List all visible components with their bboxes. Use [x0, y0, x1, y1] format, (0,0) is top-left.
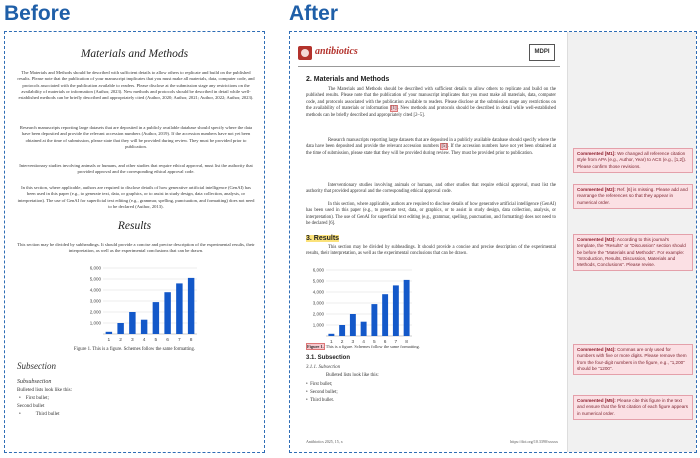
after-figure-caption	[306, 344, 420, 349]
ref-5-marker[interactable]: [5]	[441, 144, 447, 150]
comment-m5[interactable]	[573, 395, 693, 420]
before-chart-bar	[153, 302, 159, 334]
before-list-intro: Bulleted lists look like this:	[17, 388, 72, 393]
after-chart-bar	[328, 334, 334, 336]
before-subsection: Subsection	[17, 361, 56, 371]
before-chart-bar	[106, 332, 112, 334]
before-bullet-3: • Third bullet	[19, 412, 60, 417]
journal-name: antibiotics	[315, 46, 358, 57]
before-figure-caption: Figure 1. This is a figure. Schemes follow the same formatting.	[73, 347, 196, 352]
comment-m4-tag: Commented [M4]:	[577, 347, 616, 352]
before-para-3: Interventionary studies involving animals or humans, and other studies that require ethical approval, must list the authority that provided approval and the corresponding ethical approval code.	[19, 163, 253, 175]
before-chart-ytick-label: 6,000	[89, 265, 101, 271]
before-chart-xtick-label: 2	[119, 338, 122, 343]
before-bullet-3-text: Third bullet	[35, 412, 60, 417]
before-subsubsection: Subsubsection	[17, 379, 52, 385]
after-chart-bar	[371, 304, 377, 336]
before-results-para: This section may be divided by subheadings. It should provide a concise and precise description of the experimental results, their interpretation, as well as the experimental conclusions that can be drawn.	[17, 242, 255, 254]
after-list-intro: Bulleted lists look like this:	[326, 373, 379, 378]
footer-citation: Antibiotics 2025, 15, x	[306, 439, 343, 444]
after-label: After	[289, 2, 339, 25]
figure-1-label[interactable]: Figure 1.	[307, 344, 324, 349]
comment-m5-text: Please cite this figure in the text and ensure that the first citation of each figure appears in numerical order.	[577, 398, 689, 416]
journal-logo-icon	[298, 46, 312, 60]
after-chart-ytick-label: 3,000	[312, 300, 324, 306]
before-chart-xtick-label: 1	[107, 338, 111, 343]
before-chart-bar	[176, 283, 182, 334]
after-bullet-2: • Second bullet;	[306, 390, 338, 395]
before-bullet-2: Second bullet	[17, 404, 45, 409]
after-para-2	[306, 138, 556, 157]
before-chart-xtick-label: 8	[189, 338, 193, 343]
section-results-text: 3. Results	[306, 235, 340, 242]
after-chart-ytick-label: 6,000	[312, 267, 324, 273]
footer-doi: https://doi.org/10.3390/xxxxx	[510, 439, 558, 444]
comment-m1-tag: Commented [M1]:	[577, 151, 616, 156]
comment-m2-tag: Commented [M2]:	[577, 187, 616, 192]
after-para-4: In this section, where applicable, authors are required to disclose details of how generative artificial intelligence (GenAI) has been used in this paper (e.g., to generate text, data, or graphics, or to assist in study design, data collection, analysis, or interpretation). The use of GenAI for superficial text editing (e.g., grammar, spelling, punctuation, and formatting) does not need to be declared [6].	[306, 202, 556, 227]
header-rule	[298, 66, 560, 67]
before-chart-xtick-label: 4	[142, 338, 146, 343]
after-page	[289, 31, 697, 453]
after-subsection: 3.1. Subsection	[306, 355, 351, 361]
before-results-title: Results	[117, 220, 152, 232]
after-para-1	[306, 87, 556, 119]
comment-m2[interactable]	[573, 184, 693, 209]
comment-m3-tag: Commented [M3]:	[577, 237, 616, 242]
before-chart-ytick-label: 2,000	[89, 309, 101, 315]
before-chart-xtick-label: 5	[154, 338, 158, 343]
after-chart-ytick-label: 2,000	[312, 311, 324, 317]
before-para-1: The Materials and Methods should be described with sufficient details to allow others to replicate and build on the published results. Please note that the publication of your manuscript implicates that you must make all materials, data, computer code, and protocols associated with the publication available to readers. Please disclose at the submission stage any restrictions on the availability of materials or information (Author, 2023). New methods and protocols should be described in detail while well-established methods can be briefly described and appropriately cited (Author, 2020; Author, 2021; Author, 2022; Author, 2023).	[17, 70, 255, 101]
comment-m3-text: According to this journal's template, the “Results” or “Discussion” section should be before the “Materials and Methods”. For example: “Introduction, Results, Discussion, Materials and Methods, Conclusions”. Please revise.	[577, 237, 686, 268]
after-bullet-3: • Third bullet.	[306, 398, 335, 403]
comment-m1[interactable]	[573, 148, 693, 173]
before-label: Before	[4, 2, 71, 25]
before-bullet-1-text: First bullet;	[25, 396, 49, 401]
after-chart-xtick-label: 7	[394, 340, 398, 345]
after-bar-chart	[304, 266, 416, 346]
before-chart-xtick-label: 6	[166, 338, 169, 343]
before-bullet-1: • First bullet;	[19, 396, 49, 401]
after-bullet-1: • First bullet;	[306, 382, 333, 387]
before-chart-bar	[164, 292, 170, 334]
comment-m3[interactable]	[573, 234, 693, 271]
after-chart-xtick-label: 5	[373, 340, 376, 345]
comment-m4-text: Commas are only used for numbers with five or more digits. Please remove them from the four-digit numbers in the figure, e.g., “1,200” should be “1200”.	[577, 347, 687, 371]
after-chart-bar	[350, 314, 356, 336]
after-chart-bar	[339, 325, 345, 336]
after-bullet-2-text: Second bullet;	[310, 390, 338, 395]
figure-1-caption-text: This is a figure. Schemes follow the same formatting.	[324, 344, 420, 349]
after-chart-bar	[404, 280, 410, 336]
after-chart-ytick-label: 5,000	[312, 278, 324, 284]
after-para-3: Interventionary studies involving animals or humans, and other studies that require ethical approval, must list the authority that provided approval and the corresponding ethical approval code.	[306, 183, 556, 195]
comment-m4[interactable]	[573, 344, 693, 375]
after-chart-ytick-label: 1,000	[312, 322, 324, 328]
after-bullet-3-text: Third bullet.	[310, 398, 335, 403]
after-document	[290, 32, 567, 452]
before-title: Materials and Methods	[80, 48, 189, 60]
before-chart-bar	[141, 320, 147, 334]
publisher-logo: MDPI	[529, 44, 555, 61]
before-bar-chart	[81, 264, 201, 344]
before-page	[4, 31, 265, 453]
after-subsubsection: 3.1.1. Subsection	[306, 365, 341, 370]
after-chart-xtick-label: 4	[362, 340, 365, 345]
before-chart-ytick-label: 3,000	[89, 298, 101, 304]
before-chart-xtick-label: 7	[178, 338, 181, 343]
after-chart-bar	[393, 285, 399, 336]
before-chart-ytick-label: 1,000	[89, 320, 101, 326]
after-chart-bar	[382, 294, 388, 336]
before-chart-bar	[188, 278, 194, 334]
after-chart-xtick-label: 1	[330, 340, 333, 345]
section-results	[306, 235, 339, 242]
before-para-4: In this section, where applicable, authors are required to disclose details of how generative artificial intelligence (GenAI) has been used in this paper (e.g., to generate text, data, or graphics, or to assist in study design, data collection, analysis, or interpretation). The use of GenAI for superficial text editing (e.g., grammar, spelling, punctuation, and formatting) does not need to be declared (Author, 2013).	[17, 185, 255, 209]
after-chart-xtick-label: 8	[405, 340, 408, 345]
after-para-1-a: The Materials and Methods should be described with sufficient details to allow others to replicate and build on the published results. Please note that the publication of your manuscript implicates that you must make all materials, data, computer code, and protocols associated with the publication available to readers. Please disclose at the submission stage any restrictions on the availability of materials or information	[306, 87, 556, 112]
comment-m5-tag: Commented [M5]:	[577, 398, 616, 403]
before-chart-ytick-label: 5,000	[89, 276, 101, 282]
before-chart-bar	[129, 312, 135, 334]
comment-m1-text: We changed all reference citation style from APA (e.g., Author, Year) to ACS (e.g., [1,2]). Please confirm those revisions.	[577, 151, 687, 169]
after-chart-ytick-label: 4,000	[312, 289, 324, 295]
after-bullet-1-text: First bullet;	[310, 382, 333, 387]
after-chart-bar	[361, 322, 367, 336]
comment-m2-text: Ref. [6] is missing. Please add and rearrange the references so that they appear in numerical order.	[577, 187, 688, 205]
after-chart-xtick-label: 6	[383, 340, 387, 345]
after-results-para: This section may be divided by subheadings. It should provide a concise and precise description of the experimental results, their interpretation, as well as the experimental conclusions that can be drawn.	[306, 245, 556, 257]
after-para-2-b: . If the accession numbers have not yet been obtained at the time of submission, please state that they will be provided during review. They must be provided prior to publication.	[306, 144, 557, 156]
section-materials-methods: 2. Materials and Methods	[306, 76, 390, 83]
after-para-2-a: Research manuscripts reporting large datasets that are deposited in a publicly available database should specify where the data have been deposited and provide the relevant accession numbers	[306, 138, 556, 150]
before-chart-ytick-label: 4,000	[89, 287, 101, 293]
ref-1-marker[interactable]: [1]	[391, 106, 397, 112]
before-chart-bar	[117, 323, 123, 334]
before-para-2: Research manuscripts reporting large datasets that are deposited in a publicly available database should specify where the data have been deposited and provide the relevant accession numbers (Author, 2019). If the accession numbers have not yet been obtained at the time of submission, please state that they will be provided during review. They must be provided prior to publication.	[19, 125, 253, 149]
page-footer	[306, 439, 558, 444]
after-chart-xtick-label: 2	[340, 340, 344, 345]
before-chart-xtick-label: 3	[131, 338, 134, 343]
after-chart-xtick-label: 3	[351, 340, 355, 345]
after-para-1-b: . New methods and protocols should be described in detail while well-established methods can be briefly described and appropriately cited [2–5].	[306, 106, 556, 118]
